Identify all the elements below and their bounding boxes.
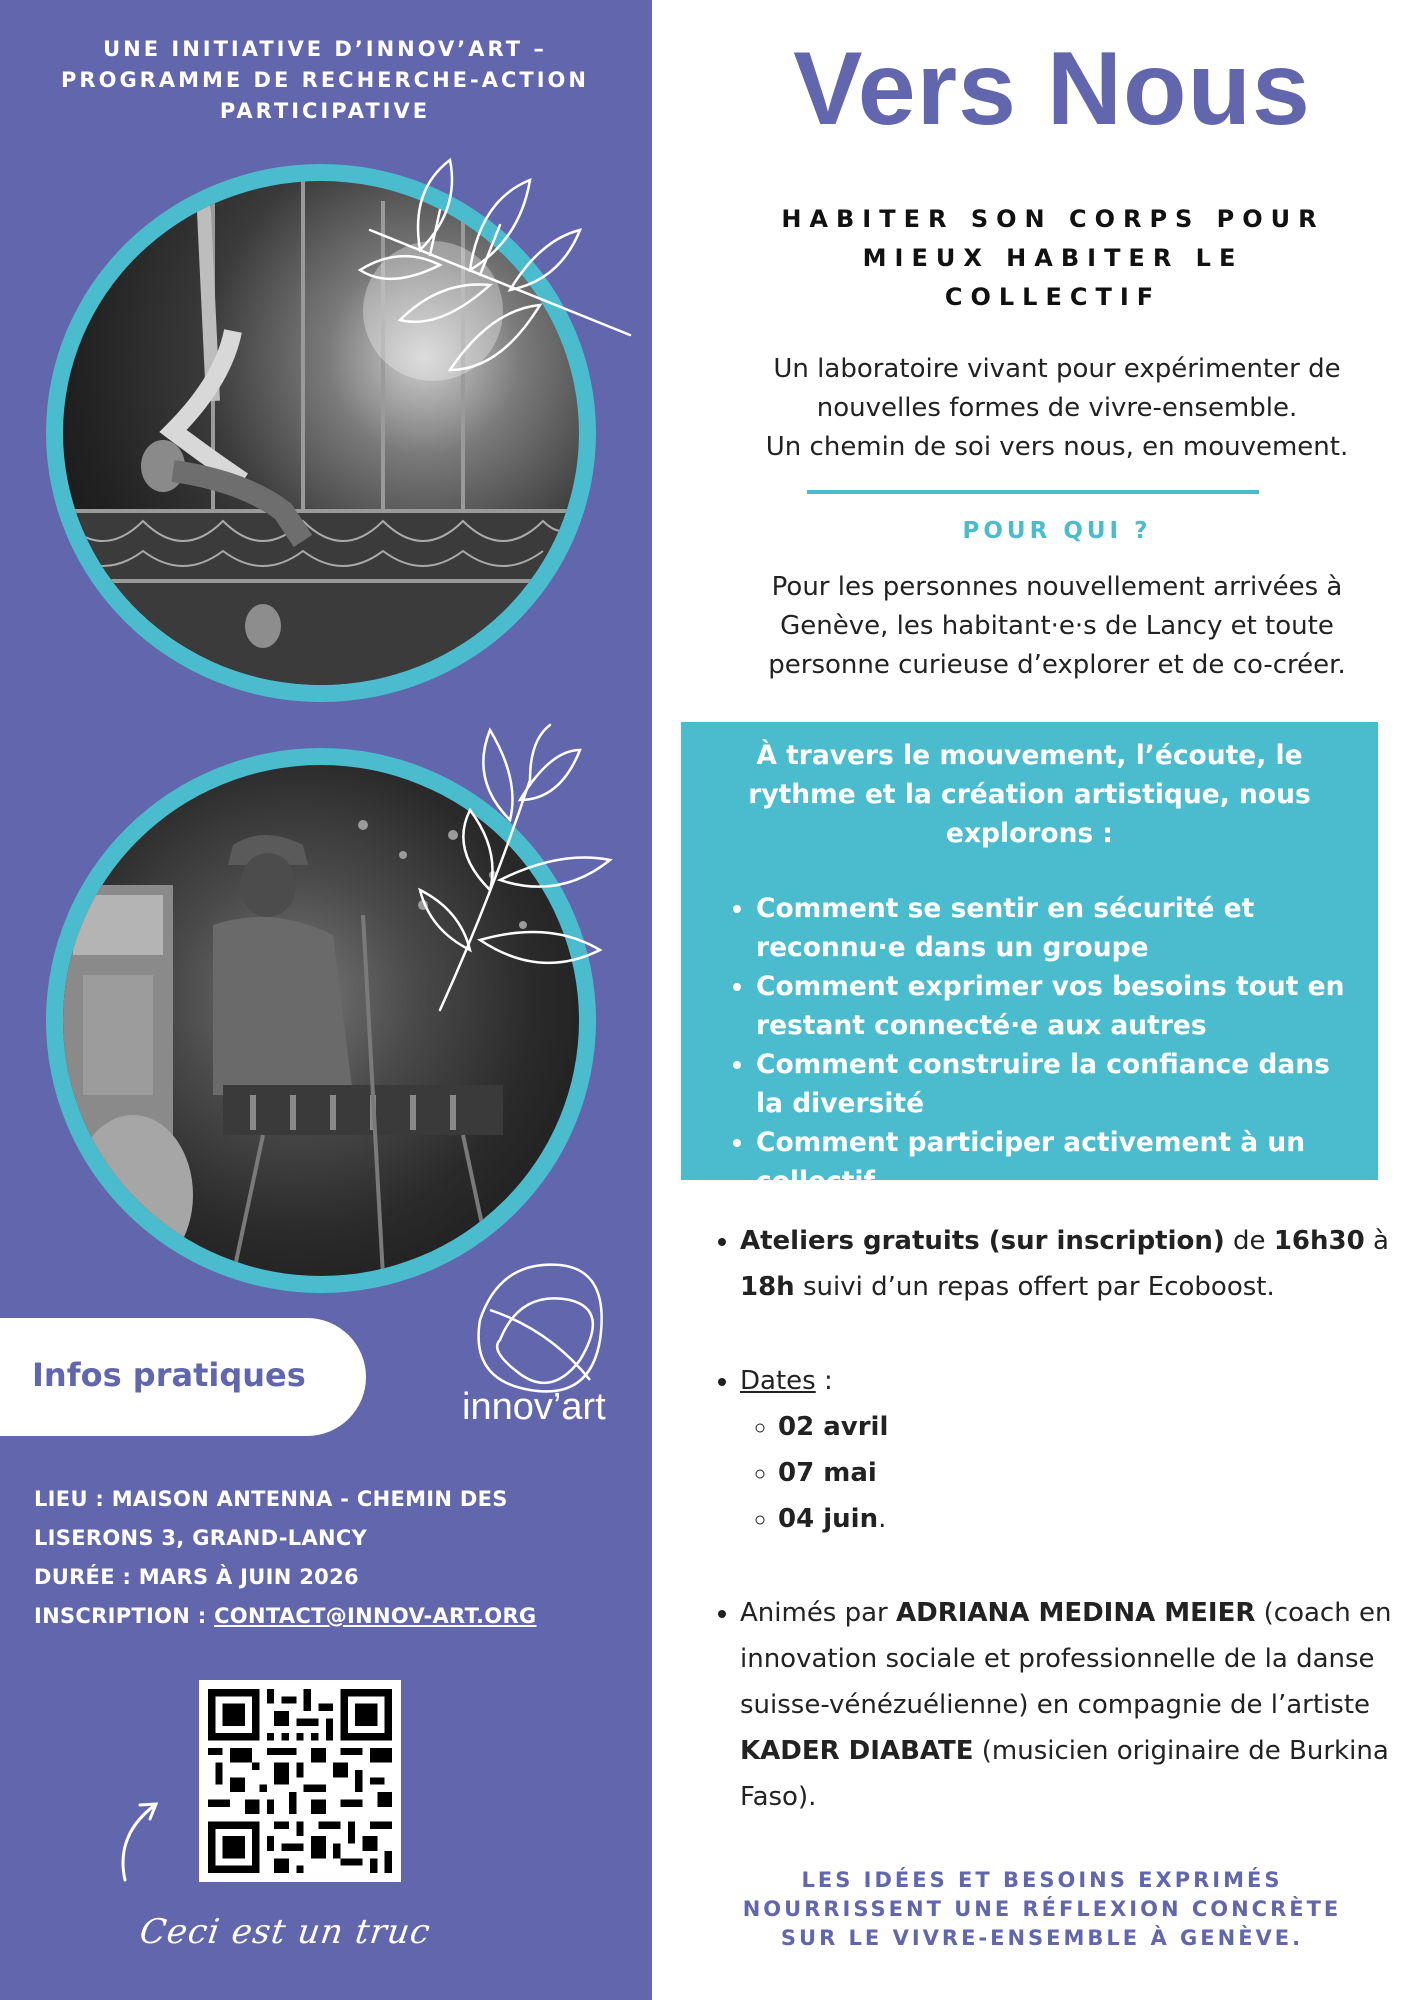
intro-line: Un chemin de soi vers nous, en mouvement. (765, 432, 1349, 462)
date-item (778, 1496, 1392, 1542)
audience-line: Pour les personnes nouvellement arrivées à (771, 572, 1343, 602)
intro-line: Un laboratoire vivant pour expérimenter de (773, 354, 1341, 384)
exploration-box (681, 722, 1378, 1197)
dates-item (740, 1358, 1392, 1542)
footer-line: SUR LE VIVRE-ENSEMBLE À GENÈVE. (780, 1926, 1304, 1950)
contact-email-link[interactable]: CONTACT@INNOV-ART.ORG (214, 1604, 537, 1628)
date-value: 07 mai (778, 1458, 877, 1488)
date-value: 04 juin (778, 1504, 879, 1534)
footer-statement (712, 1866, 1372, 1953)
ateliers-item (740, 1218, 1392, 1310)
list-item: • Comment se sentir en sécurité et reconnu·e dans un groupe (756, 889, 1378, 967)
page-title: Vers Nous (793, 31, 1311, 147)
date-item (778, 1450, 1392, 1496)
intro-text (712, 350, 1402, 467)
list-item: • Comment exprimer vos besoins tout en restant connecté·e aux autres (756, 967, 1378, 1045)
audience-line: Genève, les habitant·e·s de Lancy et toute (780, 611, 1334, 641)
list-item: • Comment participer activement à un collectif (756, 1123, 1378, 1201)
dates-label: Dates (740, 1366, 816, 1396)
dates-list (740, 1404, 1392, 1542)
initiative-heading (40, 34, 610, 127)
end-time: 18h (740, 1272, 795, 1302)
initiative-line: PROGRAMME DE RECHERCHE-ACTION (61, 68, 589, 92)
footer-line: NOURRISSENT UNE RÉFLEXION CONCRÈTE (742, 1897, 1342, 1921)
innovart-logo-text: innov’art (462, 1386, 606, 1428)
ateliers-bold: Ateliers gratuits (sur inscription) (740, 1226, 1225, 1256)
audience-line: personne curieuse d’explorer et de co-créer. (768, 650, 1346, 680)
curved-arrow-icon (110, 1795, 170, 1885)
audience-text (712, 568, 1402, 685)
handwritten-caption: Ceci est un truc (137, 1912, 434, 1952)
qr-code-icon (208, 1689, 392, 1873)
initiative-line: PARTICIPATIVE (219, 99, 431, 123)
ateliers-text: suivi d’un repas offert par Ecoboost. (794, 1272, 1275, 1302)
list-item: • Comment construire la confiance dans la diversité (756, 1045, 1378, 1123)
workshop-details (692, 1218, 1392, 1820)
animes-item (740, 1590, 1392, 1820)
right-panel (652, 0, 1414, 2000)
ateliers-text: de (1224, 1226, 1274, 1256)
infos-pratiques-pill (0, 1318, 366, 1436)
subtitle-line: COLLECTIF (944, 283, 1162, 311)
practical-info (34, 1480, 536, 1636)
animes-text: (musicien originaire de Burkina Faso). (740, 1736, 1389, 1812)
initiative-line: UNE INITIATIVE D’INNOV’ART – (103, 37, 547, 61)
facilitator-name: ADRIANA MEDINA MEIER (896, 1598, 1256, 1628)
artist-name: KADER DIABATE (740, 1736, 974, 1766)
dates-colon: : (815, 1366, 833, 1396)
inscription-line (34, 1597, 536, 1636)
leaf-branch-icon (410, 720, 650, 1020)
divider (807, 490, 1259, 494)
footer-line: LES IDÉES ET BESOINS EXPRIMÉS (801, 1868, 1283, 1892)
leaf-branch-icon (330, 150, 640, 410)
subtitle-line: HABITER SON CORPS POUR (781, 205, 1325, 233)
date-item (778, 1404, 1392, 1450)
ateliers-text: à (1364, 1226, 1389, 1256)
date-suffix: . (878, 1504, 887, 1534)
exploration-list (681, 889, 1378, 1201)
exploration-lead: À travers le mouvement, l’écoute, le rythme et la création artistique, nous explorons : (748, 740, 1311, 849)
inscription-label: INSCRIPTION : (34, 1604, 215, 1628)
subtitle-line: MIEUX HABITER LE (862, 244, 1244, 272)
lieu-line-2: LISERONS 3, GRAND-LANCY (34, 1526, 368, 1550)
pour-qui-heading: POUR QUI ? (962, 518, 1152, 544)
details-list (692, 1218, 1392, 1820)
left-panel (0, 0, 652, 2000)
start-time: 16h30 (1273, 1226, 1365, 1256)
intro-line: nouvelles formes de vivre-ensemble. (816, 393, 1298, 423)
duree-line: DURÉE : MARS À JUIN 2026 (34, 1565, 359, 1589)
lieu-line-1: LIEU : MAISON ANTENNA - CHEMIN DES (34, 1487, 508, 1511)
subtitle (718, 200, 1388, 317)
infos-pratiques-label: Infos pratiques (32, 1356, 306, 1394)
animes-text: Animés par (740, 1598, 897, 1628)
qr-code[interactable] (199, 1680, 401, 1882)
date-value: 02 avril (778, 1412, 889, 1442)
animes-text: (coach en innovation sociale et professionnelle de la danse suisse-vénézuélienne) en compagnie de l’artiste (740, 1598, 1392, 1720)
